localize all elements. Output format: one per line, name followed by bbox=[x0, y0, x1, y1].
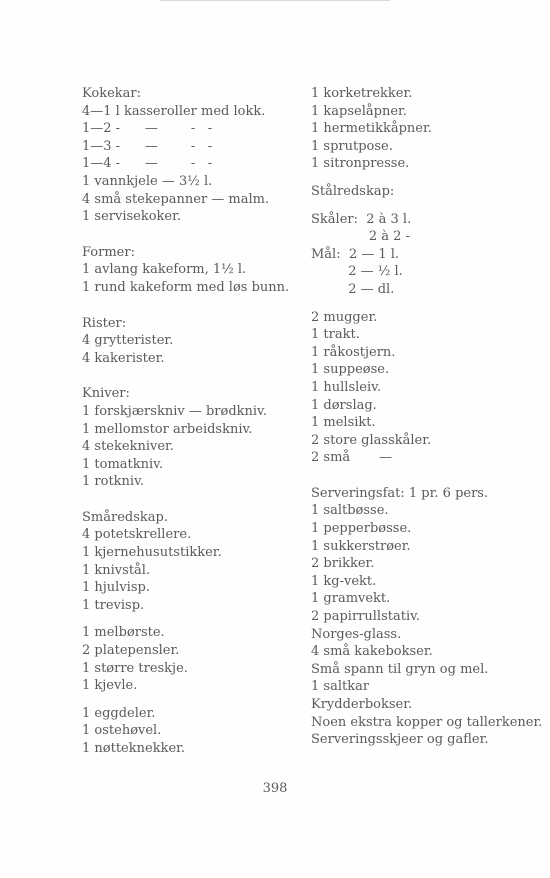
spacer bbox=[82, 695, 292, 705]
list-item: 1 knivstål. bbox=[82, 562, 151, 578]
spacer bbox=[82, 297, 292, 315]
list-item: 1 vannkjele — 3½ l. bbox=[82, 173, 213, 189]
list-item: 4 små stekepanner — malm. bbox=[82, 191, 270, 207]
list-item: 1 melsikt. bbox=[311, 415, 376, 431]
list-item: 2 små — bbox=[311, 450, 393, 466]
list-item: 4 grytterister. bbox=[82, 333, 174, 349]
list-item: 2 papirrullstativ. bbox=[311, 609, 421, 625]
list-item: 1 suppeøse. bbox=[311, 362, 390, 378]
list-item: Småredskap. bbox=[82, 509, 168, 525]
list-item: Kniver: bbox=[82, 386, 130, 402]
list-item: 2 platepensler. bbox=[82, 643, 180, 659]
list-item: Kokekar: bbox=[82, 86, 141, 101]
list-item: 2 brikker. bbox=[311, 556, 375, 572]
list-item: 1 rotkniv. bbox=[82, 474, 145, 490]
list-item: 1 kg-vekt. bbox=[311, 573, 377, 589]
list-item: Norges-glass. bbox=[311, 626, 402, 642]
list-item: 1 servisekoker. bbox=[82, 209, 182, 225]
list-item: 1—2 - — - - bbox=[82, 121, 213, 137]
list-item: 1 kapselåpner. bbox=[311, 103, 407, 119]
top-rule bbox=[160, 0, 390, 1]
spacer bbox=[82, 367, 292, 385]
list-item: 1 sukkerstrøer. bbox=[311, 538, 411, 554]
list-item: 1 rund kakeform med løs bunn. bbox=[82, 279, 290, 295]
list-item: 1 trakt. bbox=[311, 327, 360, 343]
list-item: 2 mugger. bbox=[311, 309, 378, 325]
list-item: 1 pepperbøsse. bbox=[311, 521, 412, 537]
list-item: 1 melbørste. bbox=[82, 625, 165, 641]
list-item: 1 forskjærskniv — brødkniv. bbox=[82, 403, 267, 419]
list-item: 4 små kakebokser. bbox=[311, 644, 433, 660]
list-item: 4—1 l kasseroller med lokk. bbox=[82, 103, 266, 119]
spacer bbox=[311, 201, 536, 211]
list-item: 1 kjernehusutstikker. bbox=[82, 545, 222, 561]
spacer bbox=[311, 299, 536, 309]
list-item: Stålredskap: bbox=[311, 183, 395, 199]
list-item: Noen ekstra kopper og tallerkener. bbox=[311, 714, 543, 730]
list-item: Mål: 2 — 1 l. bbox=[311, 246, 400, 262]
list-item: 2 — ½ l. bbox=[311, 264, 403, 280]
list-item: 1 råkostjern. bbox=[311, 344, 396, 360]
spacer bbox=[82, 226, 292, 244]
list-item: 4 kakerister. bbox=[82, 350, 165, 366]
list-item: 1 gramvekt. bbox=[311, 591, 391, 607]
list-item: 2 à 2 - bbox=[311, 229, 410, 245]
list-item: 1 ostehøvel. bbox=[82, 723, 162, 739]
spacer bbox=[311, 173, 536, 183]
list-item: 1 sprutpose. bbox=[311, 138, 393, 154]
left-column bbox=[82, 85, 292, 758]
list-item: 1—4 - — - - bbox=[82, 156, 213, 172]
list-item: Små spann til gryn og mel. bbox=[311, 661, 489, 677]
spacer bbox=[82, 614, 292, 624]
list-item: 1—3 - — - - bbox=[82, 138, 213, 154]
list-item: Serveringsfat: 1 pr. 6 pers. bbox=[311, 485, 489, 501]
page-number: 398 bbox=[262, 781, 288, 796]
list-item: 1 saltkar bbox=[311, 679, 370, 695]
list-item: 2 store glasskåler. bbox=[311, 432, 432, 448]
list-item: 1 hermetikkåpner. bbox=[311, 121, 432, 137]
list-item: 1 tomatkniv. bbox=[82, 456, 164, 472]
list-item: 1 avlang kakeform, 1½ l. bbox=[82, 262, 247, 278]
list-item: 1 saltbøsse. bbox=[311, 503, 389, 519]
list-item: 1 hjulvisp. bbox=[82, 580, 150, 596]
list-item: Serveringsskjeer og gafler. bbox=[311, 732, 489, 748]
list-item: 1 kjevle. bbox=[82, 678, 138, 694]
list-item: Rister: bbox=[82, 315, 127, 331]
list-item: 1 hullsleiv. bbox=[311, 379, 382, 395]
list-item: 1 dørslag. bbox=[311, 397, 377, 413]
list-item: 1 eggdeler. bbox=[82, 705, 156, 721]
spacer bbox=[311, 467, 536, 485]
list-item: 1 mellomstor arbeidskniv. bbox=[82, 421, 253, 437]
list-item: 1 trevisp. bbox=[82, 597, 145, 613]
list-item: 1 større treskje. bbox=[82, 660, 188, 676]
list-item: 1 sitronpresse. bbox=[311, 156, 410, 172]
list-item: 4 stekekniver. bbox=[82, 439, 174, 455]
spacer bbox=[82, 491, 292, 509]
list-item: Skåler: 2 à 3 l. bbox=[311, 211, 412, 227]
list-item: Former: bbox=[82, 244, 135, 260]
list-item: 1 korketrekker. bbox=[311, 86, 413, 101]
list-item: 1 nøtteknekker. bbox=[82, 741, 186, 756]
list-item: 2 — dl. bbox=[311, 281, 395, 297]
list-item: 4 potetskrellere. bbox=[82, 527, 192, 543]
right-column bbox=[311, 85, 543, 749]
list-item: Krydderbokser. bbox=[311, 697, 413, 712]
